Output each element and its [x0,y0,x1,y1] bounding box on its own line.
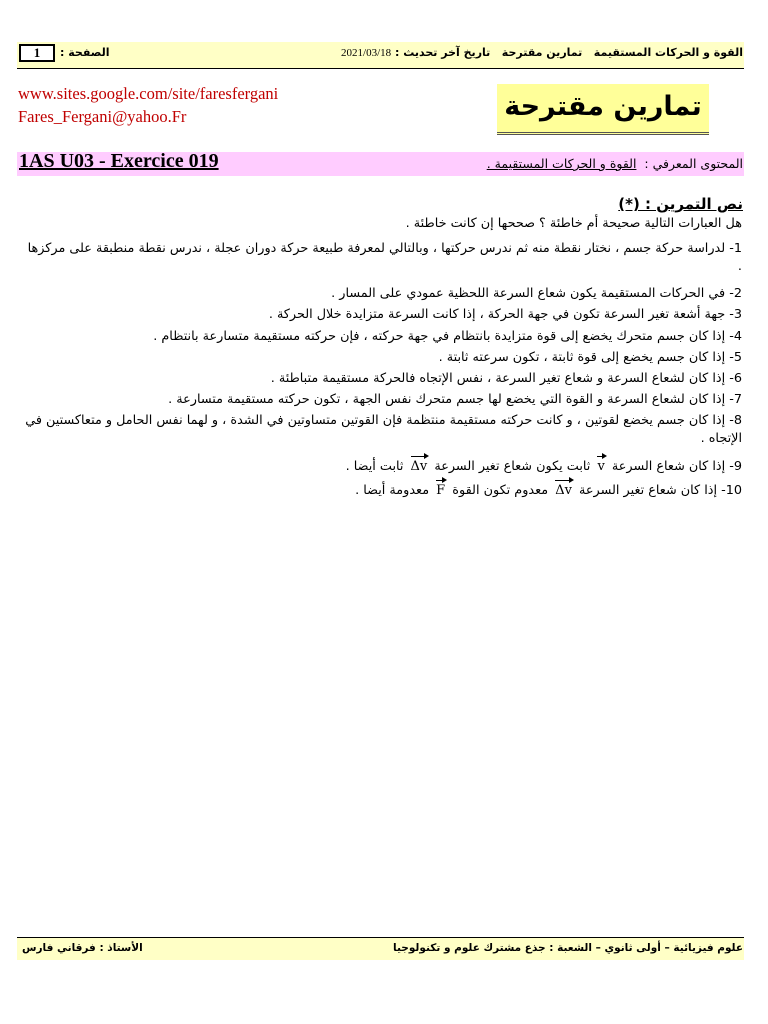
header-update-label: تاريخ آخر تحديث : [395,46,491,59]
exercise-content [487,156,743,171]
item-9-b: ثابت يكون شعاع تغير السرعة [434,459,591,474]
item-7: 7- إذا كان لشعاع السرعة و القوة التي يخضع لها جسم متحرك نفس الجهة ، تكون حركته مستقيمة متسارعة . [168,392,742,407]
item-4: 4- إذا كان جسم متحرك يخضع إلى قوة متزايدة بانتظام في جهة حركته ، فإن حركته مستقيمة متسارعة بانتظام . [153,329,742,344]
item-10-c: معدومة أيضا . [355,483,430,498]
item-9 [20,458,742,476]
site-link[interactable]: www.sites.google.com/site/faresfergani [18,84,279,103]
header-date: 2021/03/18 [341,47,392,59]
page-number: 1 [19,44,55,62]
footer-course: علوم فيزيائية – أولى ثانوي – الشعبة : جذع مشترك علوم و تكنولوجيا [393,942,743,954]
force-vector: F [436,483,446,498]
item-3: 3- جهة أشعة تغير السرعة تكون في جهة الحركة ، إذا كانت السرعة متزايدة خلال الحركة . [268,307,742,322]
item-10-b: معدوم تكون القوة [452,483,549,498]
section-title: نص التمرين : (*) [618,195,743,213]
item-8: 8- إذا كان جسم يخضع لقوتين ، و كانت حركته مستقيمة منتظمة فإن القوتين متساوتين في الشدة ، و لهما نفس الحامل و متعاكستين في الإتجاه . [25,413,742,446]
footer-teacher: الأستاذ : فرقاني فارس [22,942,143,954]
item-10-a: 10- إذا كان شعاع تغير السرعة [579,483,742,498]
delta-v-vector: Δv [410,459,428,474]
item-9-a: 9- إذا كان شعاع السرعة [611,459,742,474]
velocity-vector: v [597,459,605,474]
intro-text: هل العبارات التالية صحيحة أم خاطئة ؟ صححها إن كانت خاطئة . [405,216,742,231]
content-label: المحتوى المعرفي : [644,156,743,171]
item-5: 5- إذا كان جسم يخضع إلى قوة ثابتة ، تكون سرعته ثابتة . [438,350,742,365]
page-label: الصفحة : [60,46,110,59]
header-topic: القوة و الحركات المستقيمة [593,46,743,59]
content-value: القوة و الحركات المستقيمة . [486,156,637,171]
item-1: 1- لدراسة حركة جسم ، نختار نقطة منه ثم ندرس حركتها ، وبالتالي لمعرفة طبيعة حركة دوران عجلة ، ندرس نقطة منطبقة على مركزها . [27,241,742,274]
delta-v-vector: Δv [555,483,572,498]
item-10 [20,482,742,500]
item-9-c: ثابت أيضا . [345,459,404,474]
header-type: تمارين مقترحة [501,46,583,59]
email-link[interactable]: Fares_Fergani@yahoo.Fr [18,107,187,126]
header-info [337,46,743,59]
item-6: 6- إذا كان لشعاع السرعة و شعاع تغير السرعة ، نفس الإتجاه فالحركة مستقيمة متباطئة . [270,371,742,386]
page-title: تمارين مقترحة [497,84,709,135]
exercise-code: 1AS U03 - Exercice 019 [19,150,219,172]
item-2: 2- في الحركات المستقيمة يكون شعاع السرعة اللحظية عمودي على المسار . [331,286,742,301]
